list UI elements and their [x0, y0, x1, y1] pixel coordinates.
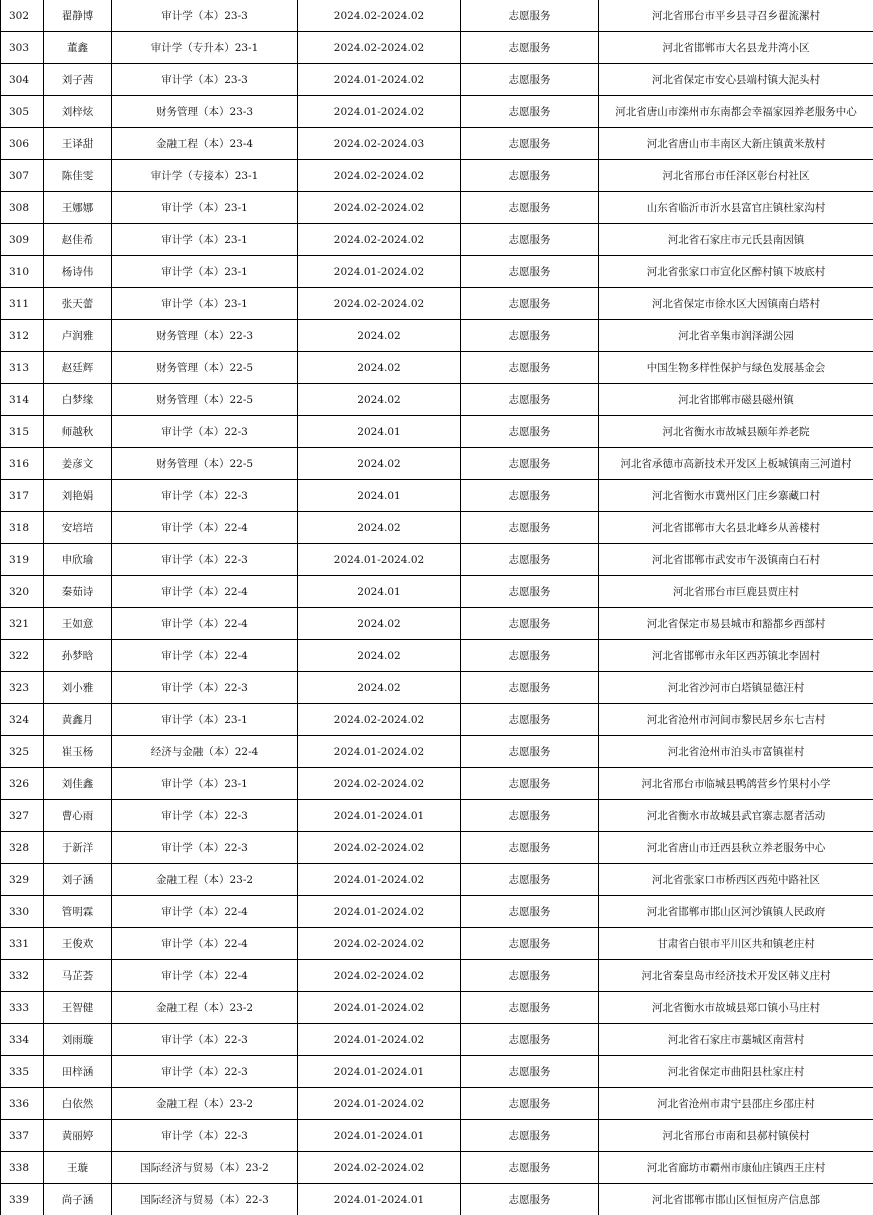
- period-cell: 2024.02-2024.02: [298, 160, 461, 192]
- activity-type-cell: 志愿服务: [461, 864, 599, 896]
- name-cell: 秦茹诗: [44, 576, 112, 608]
- activity-type-cell: 志愿服务: [461, 512, 599, 544]
- activity-type-cell: 志愿服务: [461, 256, 599, 288]
- activity-type-cell: 志愿服务: [461, 1024, 599, 1056]
- location-cell: 河北省衡水市故城县武官寨志愿者活动: [599, 800, 873, 832]
- table-row: [1, 928, 873, 960]
- class-cell: 国际经济与贸易（本）23-2: [112, 1152, 298, 1184]
- location-cell: 河北省邢台市任泽区彰台村社区: [599, 160, 873, 192]
- table-row: [1, 256, 873, 288]
- table-body: [1, 0, 873, 1215]
- activity-type-cell: 志愿服务: [461, 1056, 599, 1088]
- name-cell: 刘子茜: [44, 64, 112, 96]
- class-cell: 审计学（本）22-3: [112, 1024, 298, 1056]
- class-cell: 审计学（本）22-3: [112, 1056, 298, 1088]
- location-cell: 河北省沧州市泊头市富镇崔村: [599, 736, 873, 768]
- table-row: [1, 736, 873, 768]
- row-number-cell: 318: [1, 512, 44, 544]
- name-cell: 赵佳希: [44, 224, 112, 256]
- location-cell: 河北省邯郸市大名县北峰乡从善楼村: [599, 512, 873, 544]
- class-cell: 审计学（本）22-3: [112, 416, 298, 448]
- name-cell: 刘雨璇: [44, 1024, 112, 1056]
- class-cell: 金融工程（本）23-2: [112, 864, 298, 896]
- period-cell: 2024.02: [298, 640, 461, 672]
- location-cell: 河北省保定市曲阳县杜家庄村: [599, 1056, 873, 1088]
- class-cell: 审计学（专升本）23-1: [112, 32, 298, 64]
- period-cell: 2024.01: [298, 576, 461, 608]
- location-cell: 河北省张家口市桥西区西苑中路社区: [599, 864, 873, 896]
- period-cell: 2024.01-2024.02: [298, 1088, 461, 1120]
- table-row: [1, 544, 873, 576]
- activity-type-cell: 志愿服务: [461, 672, 599, 704]
- name-cell: 王璇: [44, 1152, 112, 1184]
- name-cell: 刘小雅: [44, 672, 112, 704]
- table-row: [1, 768, 873, 800]
- class-cell: 审计学（专接本）23-1: [112, 160, 298, 192]
- name-cell: 王俊欢: [44, 928, 112, 960]
- table-row: [1, 1024, 873, 1056]
- name-cell: 姜彦文: [44, 448, 112, 480]
- period-cell: 2024.02-2024.03: [298, 128, 461, 160]
- name-cell: 赵廷辉: [44, 352, 112, 384]
- location-cell: 河北省唐山市滦州市东南都会幸福家园养老服务中心: [599, 96, 873, 128]
- location-cell: 河北省邯郸市邯山区河沙镇镇人民政府: [599, 896, 873, 928]
- location-cell: 河北省秦皇岛市经济技术开发区韩义庄村: [599, 960, 873, 992]
- table-row: [1, 288, 873, 320]
- period-cell: 2024.02-2024.02: [298, 704, 461, 736]
- period-cell: 2024.01-2024.02: [298, 736, 461, 768]
- location-cell: 河北省邯郸市磁县磁州镇: [599, 384, 873, 416]
- row-number-cell: 308: [1, 192, 44, 224]
- row-number-cell: 303: [1, 32, 44, 64]
- activity-type-cell: 志愿服务: [461, 224, 599, 256]
- activity-type-cell: 志愿服务: [461, 1088, 599, 1120]
- activity-type-cell: 志愿服务: [461, 128, 599, 160]
- table-row: [1, 1152, 873, 1184]
- location-cell: 河北省唐山市迁西县秋立养老服务中心: [599, 832, 873, 864]
- name-cell: 田梓涵: [44, 1056, 112, 1088]
- row-number-cell: 325: [1, 736, 44, 768]
- class-cell: 审计学（本）23-1: [112, 256, 298, 288]
- activity-type-cell: 志愿服务: [461, 992, 599, 1024]
- name-cell: 刘梓炫: [44, 96, 112, 128]
- name-cell: 杨诗伟: [44, 256, 112, 288]
- location-cell: 河北省衡水市冀州区门庄乡寨藏口村: [599, 480, 873, 512]
- row-number-cell: 322: [1, 640, 44, 672]
- period-cell: 2024.02: [298, 448, 461, 480]
- table-row: [1, 992, 873, 1024]
- name-cell: 崔玉杨: [44, 736, 112, 768]
- row-number-cell: 336: [1, 1088, 44, 1120]
- table-row: [1, 480, 873, 512]
- table-row: [1, 192, 873, 224]
- activity-type-cell: 志愿服务: [461, 288, 599, 320]
- class-cell: 财务管理（本）22-5: [112, 384, 298, 416]
- location-cell: 河北省唐山市丰南区大新庄镇黄米敖村: [599, 128, 873, 160]
- name-cell: 刘艳娟: [44, 480, 112, 512]
- period-cell: 2024.02-2024.02: [298, 288, 461, 320]
- class-cell: 审计学（本）22-4: [112, 640, 298, 672]
- activity-type-cell: 志愿服务: [461, 704, 599, 736]
- table-row: [1, 352, 873, 384]
- class-cell: 审计学（本）23-1: [112, 288, 298, 320]
- class-cell: 审计学（本）22-4: [112, 512, 298, 544]
- activity-type-cell: 志愿服务: [461, 192, 599, 224]
- name-cell: 董鑫: [44, 32, 112, 64]
- row-number-cell: 312: [1, 320, 44, 352]
- name-cell: 申欣瑜: [44, 544, 112, 576]
- class-cell: 审计学（本）22-4: [112, 608, 298, 640]
- activity-type-cell: 志愿服务: [461, 320, 599, 352]
- activity-type-cell: 志愿服务: [461, 160, 599, 192]
- class-cell: 审计学（本）22-3: [112, 672, 298, 704]
- class-cell: 金融工程（本）23-4: [112, 128, 298, 160]
- table-row: [1, 864, 873, 896]
- activity-type-cell: 志愿服务: [461, 1184, 599, 1215]
- table-row: [1, 320, 873, 352]
- name-cell: 卢润雅: [44, 320, 112, 352]
- name-cell: 翟静博: [44, 0, 112, 32]
- class-cell: 金融工程（本）23-2: [112, 992, 298, 1024]
- row-number-cell: 328: [1, 832, 44, 864]
- name-cell: 于新洋: [44, 832, 112, 864]
- name-cell: 黄鑫月: [44, 704, 112, 736]
- location-cell: 河北省衡水市故城县郑口镇小马庄村: [599, 992, 873, 1024]
- period-cell: 2024.01-2024.01: [298, 1184, 461, 1215]
- location-cell: 河北省石家庄市藁城区南营村: [599, 1024, 873, 1056]
- class-cell: 审计学（本）22-4: [112, 576, 298, 608]
- table-row: [1, 160, 873, 192]
- row-number-cell: 329: [1, 864, 44, 896]
- name-cell: 黄丽婷: [44, 1120, 112, 1152]
- name-cell: 王娜娜: [44, 192, 112, 224]
- activity-type-cell: 志愿服务: [461, 96, 599, 128]
- activity-type-cell: 志愿服务: [461, 768, 599, 800]
- activity-type-cell: 志愿服务: [461, 608, 599, 640]
- name-cell: 白梦缘: [44, 384, 112, 416]
- period-cell: 2024.01-2024.02: [298, 1024, 461, 1056]
- row-number-cell: 314: [1, 384, 44, 416]
- row-number-cell: 309: [1, 224, 44, 256]
- location-cell: 河北省邢台市巨鹿县贾庄村: [599, 576, 873, 608]
- period-cell: 2024.01-2024.02: [298, 64, 461, 96]
- table-row: [1, 1184, 873, 1215]
- table-row: [1, 96, 873, 128]
- location-cell: 河北省保定市易县城市和豁都乡西部村: [599, 608, 873, 640]
- class-cell: 金融工程（本）23-2: [112, 1088, 298, 1120]
- period-cell: 2024.02-2024.02: [298, 192, 461, 224]
- name-cell: 管明霖: [44, 896, 112, 928]
- activity-type-cell: 志愿服务: [461, 0, 599, 32]
- activity-type-cell: 志愿服务: [461, 64, 599, 96]
- period-cell: 2024.02-2024.02: [298, 928, 461, 960]
- activity-type-cell: 志愿服务: [461, 736, 599, 768]
- row-number-cell: 333: [1, 992, 44, 1024]
- row-number-cell: 324: [1, 704, 44, 736]
- location-cell: 河北省沧州市肃宁县邵庄乡邵庄村: [599, 1088, 873, 1120]
- table-row: [1, 576, 873, 608]
- period-cell: 2024.02: [298, 672, 461, 704]
- activity-type-cell: 志愿服务: [461, 32, 599, 64]
- class-cell: 审计学（本）22-3: [112, 800, 298, 832]
- location-cell: 河北省石家庄市元氏县南因镇: [599, 224, 873, 256]
- table-row: [1, 64, 873, 96]
- name-cell: 王如意: [44, 608, 112, 640]
- name-cell: 刘子涵: [44, 864, 112, 896]
- name-cell: 师越秋: [44, 416, 112, 448]
- period-cell: 2024.01-2024.02: [298, 896, 461, 928]
- name-cell: 白依然: [44, 1088, 112, 1120]
- period-cell: 2024.01-2024.01: [298, 1120, 461, 1152]
- table-row: [1, 512, 873, 544]
- activity-type-cell: 志愿服务: [461, 352, 599, 384]
- row-number-cell: 330: [1, 896, 44, 928]
- table-row: [1, 448, 873, 480]
- table-row: [1, 1120, 873, 1152]
- period-cell: 2024.02-2024.02: [298, 224, 461, 256]
- period-cell: 2024.02: [298, 320, 461, 352]
- row-number-cell: 332: [1, 960, 44, 992]
- row-number-cell: 310: [1, 256, 44, 288]
- row-number-cell: 326: [1, 768, 44, 800]
- activity-type-cell: 志愿服务: [461, 1120, 599, 1152]
- name-cell: 陈佳雯: [44, 160, 112, 192]
- class-cell: 审计学（本）22-4: [112, 960, 298, 992]
- table-row: [1, 800, 873, 832]
- table-row: [1, 1056, 873, 1088]
- table-row: [1, 672, 873, 704]
- row-number-cell: 307: [1, 160, 44, 192]
- location-cell: 河北省邢台市临城县鸭鸽营乡竹果村小学: [599, 768, 873, 800]
- location-cell: 河北省保定市安心县端村镇大泥头村: [599, 64, 873, 96]
- class-cell: 审计学（本）23-1: [112, 192, 298, 224]
- name-cell: 王智健: [44, 992, 112, 1024]
- activity-type-cell: 志愿服务: [461, 800, 599, 832]
- row-number-cell: 331: [1, 928, 44, 960]
- period-cell: 2024.02: [298, 512, 461, 544]
- table-row: [1, 32, 873, 64]
- period-cell: 2024.01-2024.02: [298, 544, 461, 576]
- period-cell: 2024.01-2024.02: [298, 992, 461, 1024]
- row-number-cell: 313: [1, 352, 44, 384]
- class-cell: 审计学（本）22-3: [112, 544, 298, 576]
- location-cell: 河北省承德市高新技术开发区上板城镇南三河道村: [599, 448, 873, 480]
- class-cell: 经济与金融（本）22-4: [112, 736, 298, 768]
- class-cell: 审计学（本）22-4: [112, 928, 298, 960]
- period-cell: 2024.01: [298, 416, 461, 448]
- table-row: [1, 832, 873, 864]
- period-cell: 2024.01: [298, 480, 461, 512]
- activity-type-cell: 志愿服务: [461, 416, 599, 448]
- class-cell: 审计学（本）22-3: [112, 1120, 298, 1152]
- table-row: [1, 960, 873, 992]
- row-number-cell: 339: [1, 1184, 44, 1215]
- activity-type-cell: 志愿服务: [461, 448, 599, 480]
- class-cell: 财务管理（本）22-3: [112, 320, 298, 352]
- period-cell: 2024.01-2024.02: [298, 96, 461, 128]
- name-cell: 王译甜: [44, 128, 112, 160]
- row-number-cell: 304: [1, 64, 44, 96]
- name-cell: 安培培: [44, 512, 112, 544]
- name-cell: 刘佳鑫: [44, 768, 112, 800]
- row-number-cell: 316: [1, 448, 44, 480]
- name-cell: 孙梦晗: [44, 640, 112, 672]
- location-cell: 甘肃省白银市平川区共和镇老庄村: [599, 928, 873, 960]
- class-cell: 国际经济与贸易（本）22-3: [112, 1184, 298, 1215]
- row-number-cell: 302: [1, 0, 44, 32]
- period-cell: 2024.02: [298, 608, 461, 640]
- row-number-cell: 311: [1, 288, 44, 320]
- class-cell: 审计学（本）22-3: [112, 832, 298, 864]
- row-number-cell: 334: [1, 1024, 44, 1056]
- row-number-cell: 317: [1, 480, 44, 512]
- location-cell: 中国生物多样性保护与绿色发展基金会: [599, 352, 873, 384]
- class-cell: 审计学（本）22-4: [112, 896, 298, 928]
- class-cell: 审计学（本）23-3: [112, 0, 298, 32]
- name-cell: 曹心雨: [44, 800, 112, 832]
- row-number-cell: 327: [1, 800, 44, 832]
- activity-type-cell: 志愿服务: [461, 1152, 599, 1184]
- row-number-cell: 319: [1, 544, 44, 576]
- activity-type-cell: 志愿服务: [461, 928, 599, 960]
- table-row: [1, 224, 873, 256]
- name-cell: 尚子涵: [44, 1184, 112, 1215]
- class-cell: 财务管理（本）22-5: [112, 448, 298, 480]
- location-cell: 河北省张家口市宣化区醉村镇下坡底村: [599, 256, 873, 288]
- name-cell: 张天蕾: [44, 288, 112, 320]
- table-row: [1, 640, 873, 672]
- table-row: [1, 608, 873, 640]
- row-number-cell: 338: [1, 1152, 44, 1184]
- period-cell: 2024.01-2024.01: [298, 1056, 461, 1088]
- location-cell: 河北省辛集市润泽湖公园: [599, 320, 873, 352]
- row-number-cell: 321: [1, 608, 44, 640]
- row-number-cell: 306: [1, 128, 44, 160]
- class-cell: 财务管理（本）23-3: [112, 96, 298, 128]
- location-cell: 河北省邯郸市大名县龙井湾小区: [599, 32, 873, 64]
- row-number-cell: 337: [1, 1120, 44, 1152]
- row-number-cell: 320: [1, 576, 44, 608]
- location-cell: 河北省邯郸市永年区西苏镇北李固村: [599, 640, 873, 672]
- location-cell: 河北省邯郸市邯山区恒恒房产信息部: [599, 1184, 873, 1215]
- activity-type-cell: 志愿服务: [461, 384, 599, 416]
- table-row: [1, 704, 873, 736]
- activity-type-cell: 志愿服务: [461, 832, 599, 864]
- class-cell: 审计学（本）22-3: [112, 480, 298, 512]
- location-cell: 河北省衡水市故城县颐年养老院: [599, 416, 873, 448]
- period-cell: 2024.02-2024.02: [298, 832, 461, 864]
- activity-type-cell: 志愿服务: [461, 640, 599, 672]
- period-cell: 2024.02-2024.02: [298, 1152, 461, 1184]
- class-cell: 财务管理（本）22-5: [112, 352, 298, 384]
- activity-type-cell: 志愿服务: [461, 480, 599, 512]
- table-row: [1, 896, 873, 928]
- period-cell: 2024.02: [298, 352, 461, 384]
- activity-type-cell: 志愿服务: [461, 960, 599, 992]
- location-cell: 河北省沧州市河间市黎民居乡东七吉村: [599, 704, 873, 736]
- name-cell: 马芷荟: [44, 960, 112, 992]
- period-cell: 2024.02-2024.02: [298, 768, 461, 800]
- table-row: [1, 0, 873, 32]
- period-cell: 2024.02: [298, 384, 461, 416]
- class-cell: 审计学（本）23-1: [112, 224, 298, 256]
- period-cell: 2024.01-2024.01: [298, 800, 461, 832]
- period-cell: 2024.01-2024.02: [298, 256, 461, 288]
- table-row: [1, 1088, 873, 1120]
- period-cell: 2024.02-2024.02: [298, 960, 461, 992]
- location-cell: 山东省临沂市沂水县富官庄镇杜家沟村: [599, 192, 873, 224]
- activity-type-cell: 志愿服务: [461, 544, 599, 576]
- location-cell: 河北省保定市徐水区大因镇南白塔村: [599, 288, 873, 320]
- period-cell: 2024.02-2024.02: [298, 32, 461, 64]
- location-cell: 河北省廊坊市霸州市康仙庄镇西王庄村: [599, 1152, 873, 1184]
- table-row: [1, 416, 873, 448]
- period-cell: 2024.01-2024.02: [298, 864, 461, 896]
- row-number-cell: 323: [1, 672, 44, 704]
- location-cell: 河北省邢台市平乡县寻召乡翟流漯村: [599, 0, 873, 32]
- class-cell: 审计学（本）23-1: [112, 768, 298, 800]
- class-cell: 审计学（本）23-1: [112, 704, 298, 736]
- location-cell: 河北省邯郸市武安市午汲镇南白石村: [599, 544, 873, 576]
- row-number-cell: 335: [1, 1056, 44, 1088]
- row-number-cell: 315: [1, 416, 44, 448]
- table-row: [1, 384, 873, 416]
- period-cell: 2024.02-2024.02: [298, 0, 461, 32]
- table-row: [1, 128, 873, 160]
- location-cell: 河北省邢台市南和县郝村镇侯村: [599, 1120, 873, 1152]
- activity-type-cell: 志愿服务: [461, 576, 599, 608]
- class-cell: 审计学（本）23-3: [112, 64, 298, 96]
- location-cell: 河北省沙河市白塔镇显德汪村: [599, 672, 873, 704]
- activity-type-cell: 志愿服务: [461, 896, 599, 928]
- row-number-cell: 305: [1, 96, 44, 128]
